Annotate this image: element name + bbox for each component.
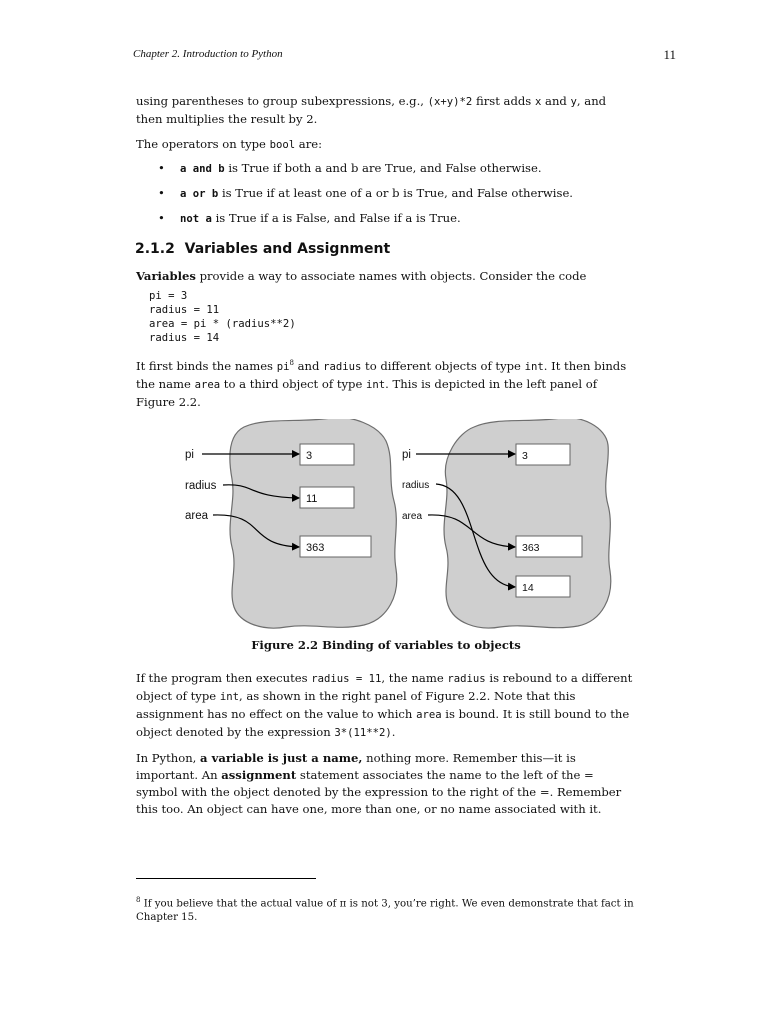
section-heading [135,240,636,258]
footnote-ref: 8 [289,359,294,367]
code-inline: radius = 11 [311,672,382,685]
chapter-title: Chapter 2. Introduction to Python [133,48,283,60]
code-line: radius = 14 [149,332,220,344]
variable-label: pi [402,448,411,461]
text: to different objects of type [361,358,525,373]
text: to a third object of type [220,376,367,391]
object-value: 14 [522,581,534,594]
page-body [136,93,636,826]
text: , and then multiplies the result by 2. [136,94,607,126]
text: If the program then executes [136,670,312,685]
object-value: 3 [522,449,528,462]
code-inline: (x+y)*2 [427,96,473,108]
operator-description: is True if both a and b are True, and False otherwise. [224,161,542,175]
paragraph-binds [136,355,636,411]
variable-label: area [185,509,209,522]
text: using parentheses to group subexpressions, e.g., [136,94,428,108]
figure-variable-binding [136,419,636,631]
code-inline: pi [276,360,290,373]
section-title: Variables and Assignment [184,241,391,257]
emphasis-bold: assignment [221,767,297,782]
text: The operators on type [136,137,270,151]
code-inline: int [366,378,386,391]
variable-label: radius [402,479,430,491]
code-inline: x [534,96,542,108]
operator-description: is True if at least one of a or b is True, and False otherwise. [218,186,573,200]
variable-label: area [402,510,423,522]
footnote [136,893,636,925]
code-inline: radius [447,672,486,685]
text: is rebound to a different object of type [136,670,633,703]
text: It first binds the names [136,358,277,373]
code-inline: area [194,378,221,391]
bullet-icon: • [158,211,165,225]
term-bold: Variables [136,269,196,283]
paragraph-intro [136,93,636,128]
page-number: 11 [663,47,676,62]
figure-caption: Figure 2.2 Binding of variables to objects [251,637,521,652]
operator-expression: a or b [180,188,219,200]
code-line: pi = 3 [149,290,188,302]
code-inline: radius [323,360,362,373]
variable-label: pi [185,448,194,461]
object-value: 3 [306,449,313,462]
code-inline: bool [269,139,296,151]
text: statement associates the name to the left of the = symbol with the object denoted by the expression to the right of the =. Remember this too. An object can have one, more than one, or no name associated with it. [136,767,622,816]
text: provide a way to associate names with objects. Consider the code [195,269,587,283]
running-header [133,48,676,64]
operator-description: is True if a is False, and False if a is True. [211,211,461,225]
text: and [541,94,571,108]
text: . This is depicted in the left panel of Figure 2.2. [136,376,598,409]
text: and [293,358,324,373]
code-line: radius = 11 [149,304,220,316]
text: . [391,724,396,739]
footnote-divider [136,878,316,879]
text: are: [295,137,323,151]
bullet-icon: • [158,161,165,175]
list-item [136,185,636,203]
paragraph-python-variables [136,750,636,818]
paragraph-rebind [136,670,636,742]
text: , the name [381,670,448,685]
paragraph-variables [136,268,636,285]
text: first adds [472,94,535,108]
code-line: area = pi * (radius**2) [149,318,296,330]
footnote-marker: 8 [136,896,141,904]
code-inline: y [570,96,577,108]
list-item [136,160,636,178]
object-value: 363 [522,541,540,554]
binding-diagram [136,419,636,631]
paragraph-bool-ops [136,136,636,154]
footnote-text: If you believe that the actual value of π is not 3, you’re right. We even demonstrate that fact in Chapter 15. [136,898,634,924]
text: In Python, [136,750,201,765]
operator-expression: a and b [180,163,225,175]
text: is bound. It is still bound to the object denoted by the expression [136,706,630,739]
code-inline: int [219,690,239,703]
operator-expression: not a [180,213,212,225]
text: nothing more. Remember this—it is important. An [136,750,576,782]
code-block [149,289,636,345]
object-value: 363 [306,541,325,554]
text: . It then binds the name [136,358,627,391]
emphasis-bold: a variable is just a name, [200,750,363,765]
section-number: 2.1.2 [135,241,175,257]
bullet-icon: • [158,186,165,200]
variable-label: radius [185,479,217,492]
code-inline: 3*(11**2) [334,726,392,739]
text: , as shown in the right panel of Figure 2.2. Note that this assignment has no effect on the value to which [136,688,576,721]
operator-list [136,160,636,228]
code-inline: int [524,360,544,373]
object-value: 11 [306,492,318,505]
list-item [136,210,636,228]
code-inline: area [416,708,442,721]
